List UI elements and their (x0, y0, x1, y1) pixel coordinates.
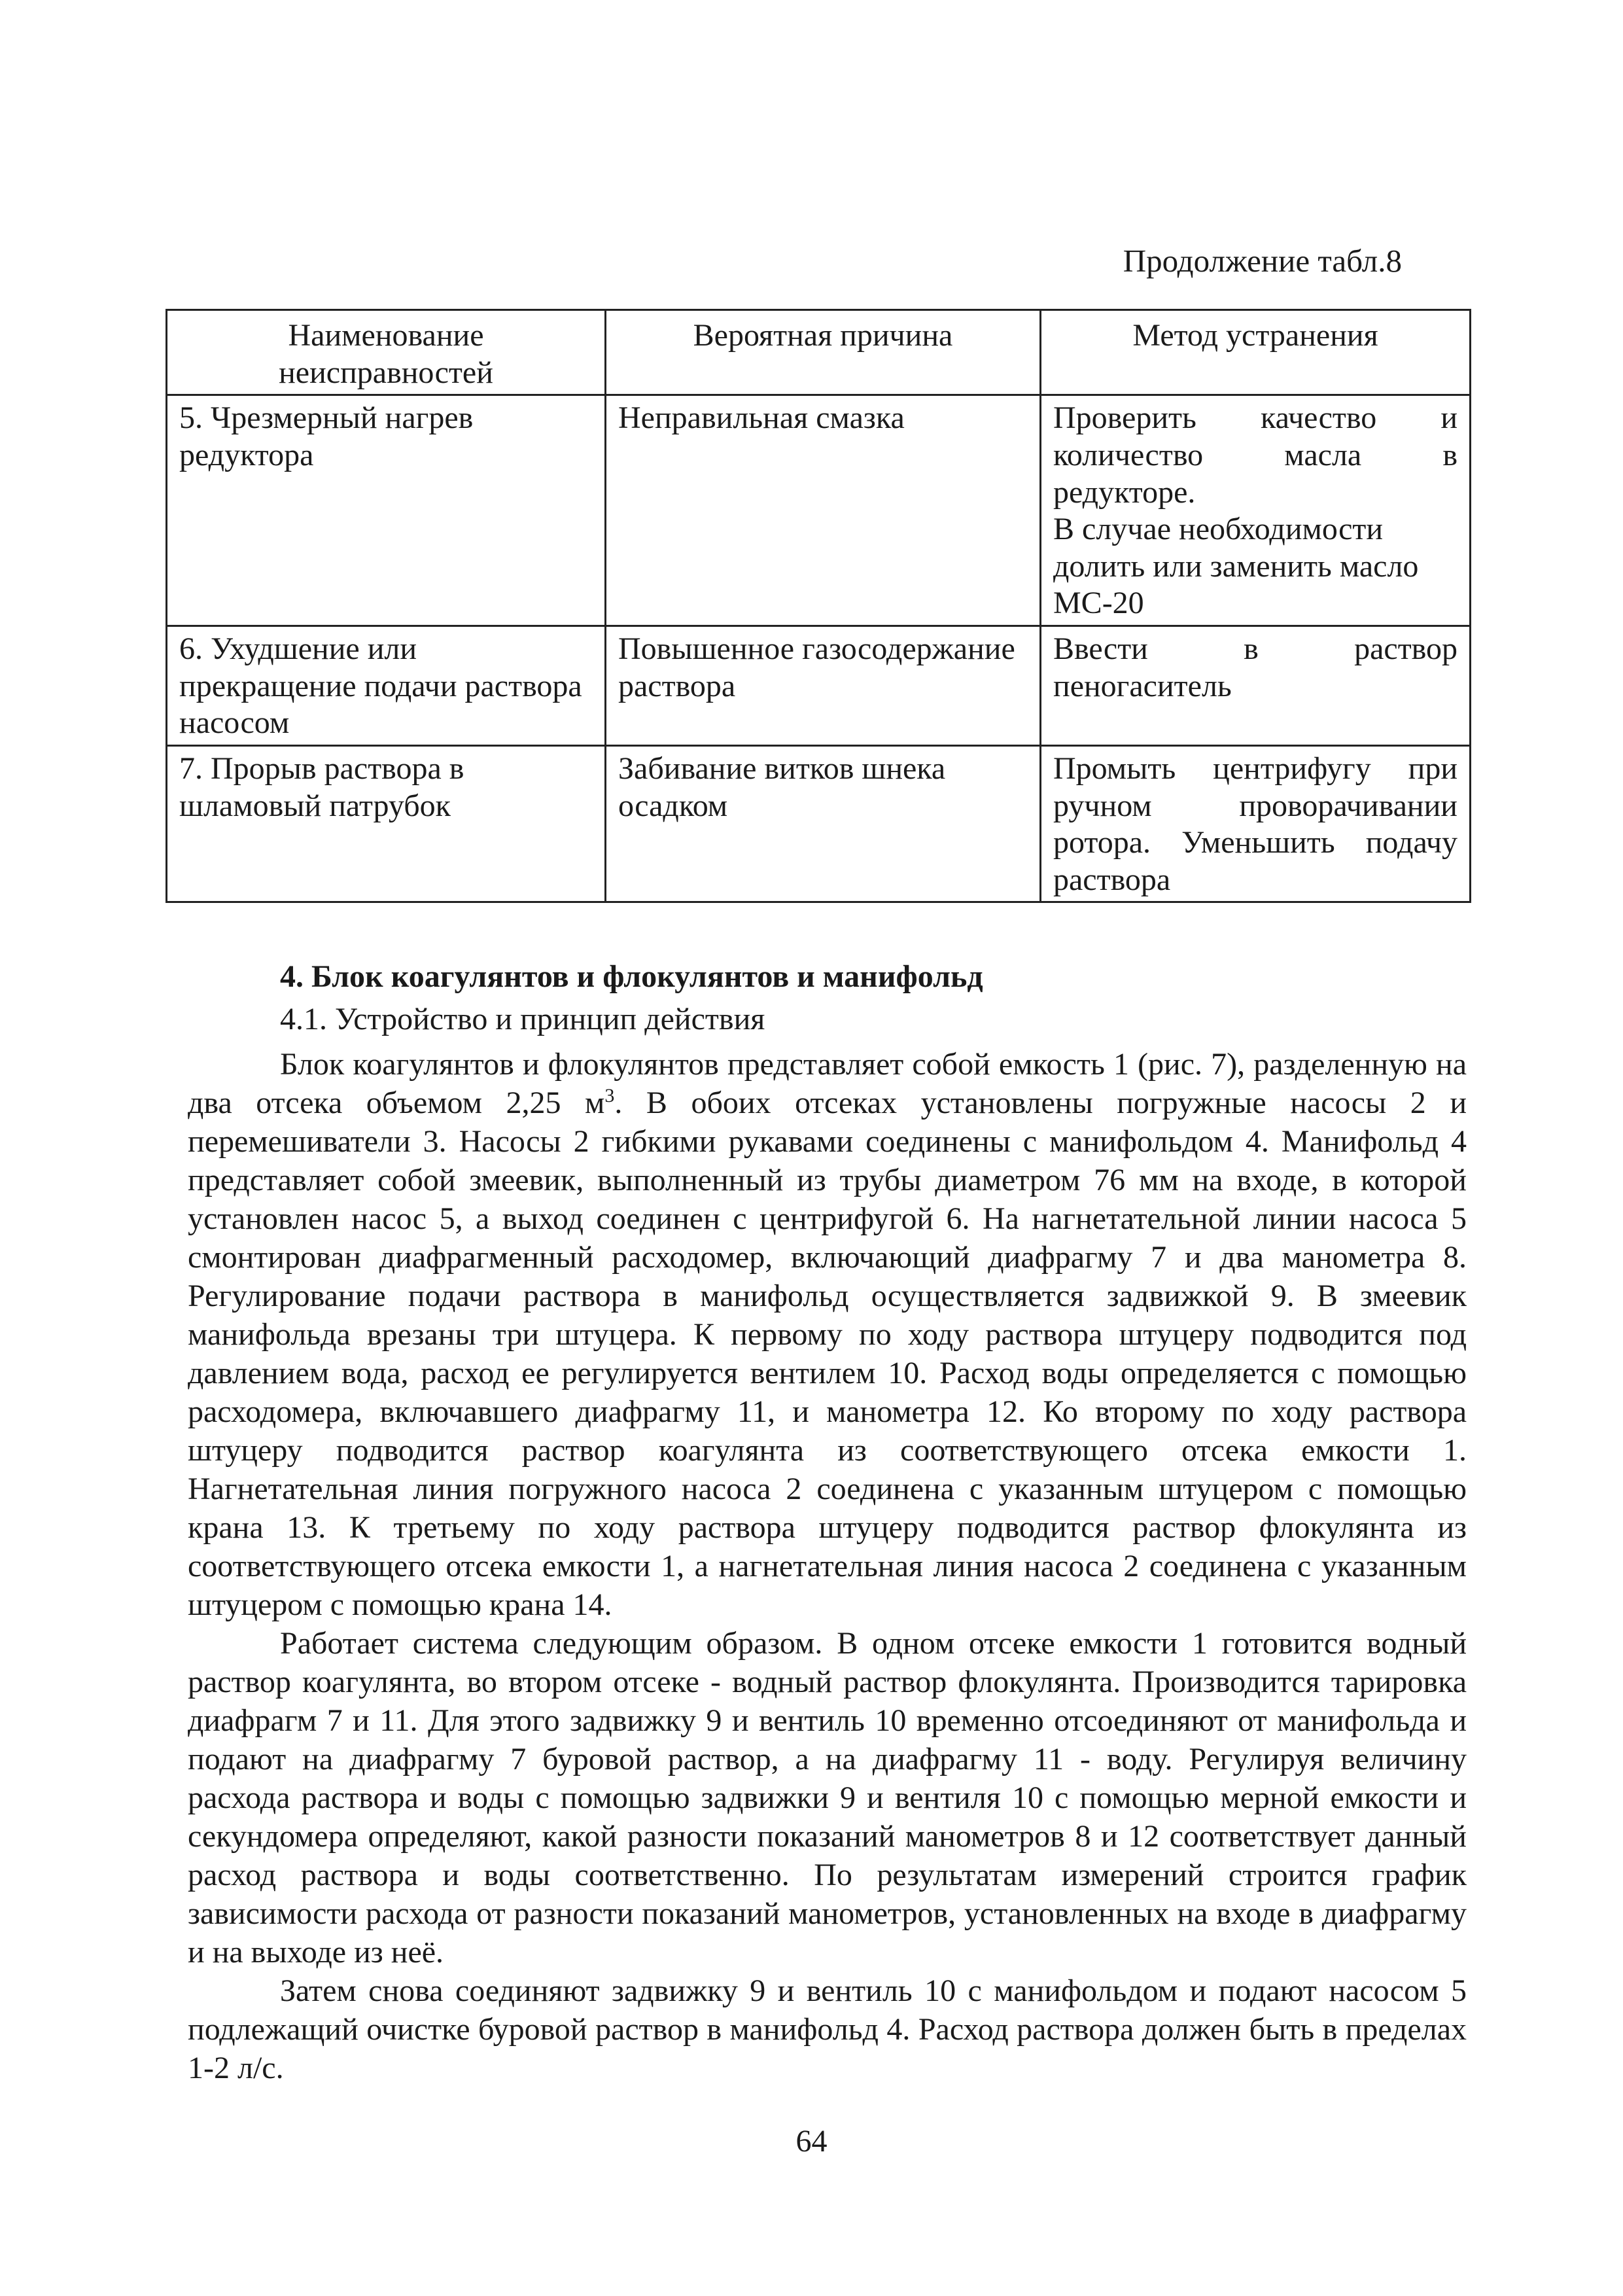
paragraph-3: Затем снова соединяют задвижку 9 и вентиль 10 с манифольдом и подают насосом 5 подлежащий очистке буровой раствор в манифольд 4. Расход раствора должен быть в пределах 1-2 л/с. (188, 1973, 1467, 2085)
remedy-text: Промыть центрифугу при ручном проворачивании ротора. Уменьшить подачу раствора (1053, 751, 1457, 897)
remedy-text: В случае необходимости долить или заменить масло МС-20 (1053, 512, 1419, 621)
remedy-text: Проверить качество и количество масла в редукторе. (1053, 400, 1457, 510)
remedy-cell (1041, 395, 1471, 626)
remedy-text: Ввести в раствор пеногаситель (1053, 631, 1457, 703)
cause-cell: Повышенное газосодержание раствора (606, 626, 1041, 746)
table-continuation-label: Продолжение табл.8 (1123, 243, 1402, 279)
paragraph-1 (188, 1045, 1467, 1624)
section-title: 4. Блок коагулянтов и флокулянтов и манифольд (280, 959, 983, 994)
remedy-cell (1041, 745, 1471, 902)
table-header-row (167, 310, 1471, 395)
cause-cell: Забивание витков шнека осадком (606, 745, 1041, 902)
cause-cell: Неправильная смазка (606, 395, 1041, 626)
page-number: 64 (795, 2124, 828, 2159)
header-fault: Наименование неисправностей (167, 310, 606, 395)
fault-cell: 6. Ухудшение или прекращение подачи раствора насосом (167, 626, 606, 746)
paragraph-1-rest: . В обоих отсеках установлены погружные насосы 2 и перемешиватели 3. Насосы 2 гибкими рукавами соединены с манифольдом 4. Манифольд 4 представляет собой змеевик, выполненный из трубы диаметром 76 мм на входе, в которой установлен насос 5, а выход соединен с центрифугой 6. На нагнетательной линии насоса 5 смонтирован диафрагменный расходомер, включающий диафрагму 7 и два манометра 8. Регулирование подачи раствора в манифольд осуществляется задвижкой 9. В змеевик манифольда врезаны три штуцера. К первому по ходу раствора штуцеру подводится под давлением вода, расход ее регулируется вентилем 10. Расход воды определяется с помощью расходомера, включавшего диафрагму 11, и манометра 12. Ко второму по ходу раствора штуцеру подводится раствор коагулянта из соответствующего отсека емкости 1. Нагнетательная линия погружного насоса 2 соединена с указанным штуцером с помощью крана 13. К третьему по ходу раствора штуцеру подводится раствор флокулянта из соответствующего отсека емкости 1, а нагнетательная линия насоса 2 соединена с указанным штуцером с помощью крана 14. (188, 1086, 1467, 1622)
table-row (167, 745, 1471, 902)
faults-table (166, 309, 1471, 903)
fault-cell: 5. Чрезмерный нагрев редуктора (167, 395, 606, 626)
header-cause: Вероятная причина (606, 310, 1041, 395)
paragraph-2: Работает система следующим образом. В одном отсеке емкости 1 готовится водный раствор коагулянта, во втором отсеке - водный раствор флокулянта. Производится тарировка диафрагм 7 и 11. Для этого задвижку 9 и вентиль 10 временно отсоединяют от манифольда и подают на диафрагму 7 буровой раствор, а на диафрагму 11 - воду. Регулируя величину расхода раствора и воды с помощью задвижки 9 и вентиля 10 с помощью мерной емкости и секундомера определяют, какой разности показаний манометров 8 и 12 соответствует данный расход раствора и воды соответственно. По результатам измерений строится график зависимости расхода от разности показаний манометров, установленных на входе в диафрагму и на выходе из неё. (188, 1626, 1467, 1969)
subsection-title: 4.1. Устройство и принцип действия (280, 1002, 765, 1036)
fault-cell: 7. Прорыв раствора в шламовый патрубок (167, 745, 606, 902)
cubic-superscript: 3 (604, 1085, 615, 1106)
paragraph-1-start: Блок коагулянтов и флокулянтов представляет собой емкость 1 (рис. 7), разделенную на два отсека объемом 2,25 м (188, 1047, 1467, 1120)
remedy-cell (1041, 626, 1471, 746)
body-text (188, 1045, 1467, 2087)
header-remedy: Метод устранения (1041, 310, 1471, 395)
table-row (167, 395, 1471, 626)
table-row (167, 626, 1471, 746)
